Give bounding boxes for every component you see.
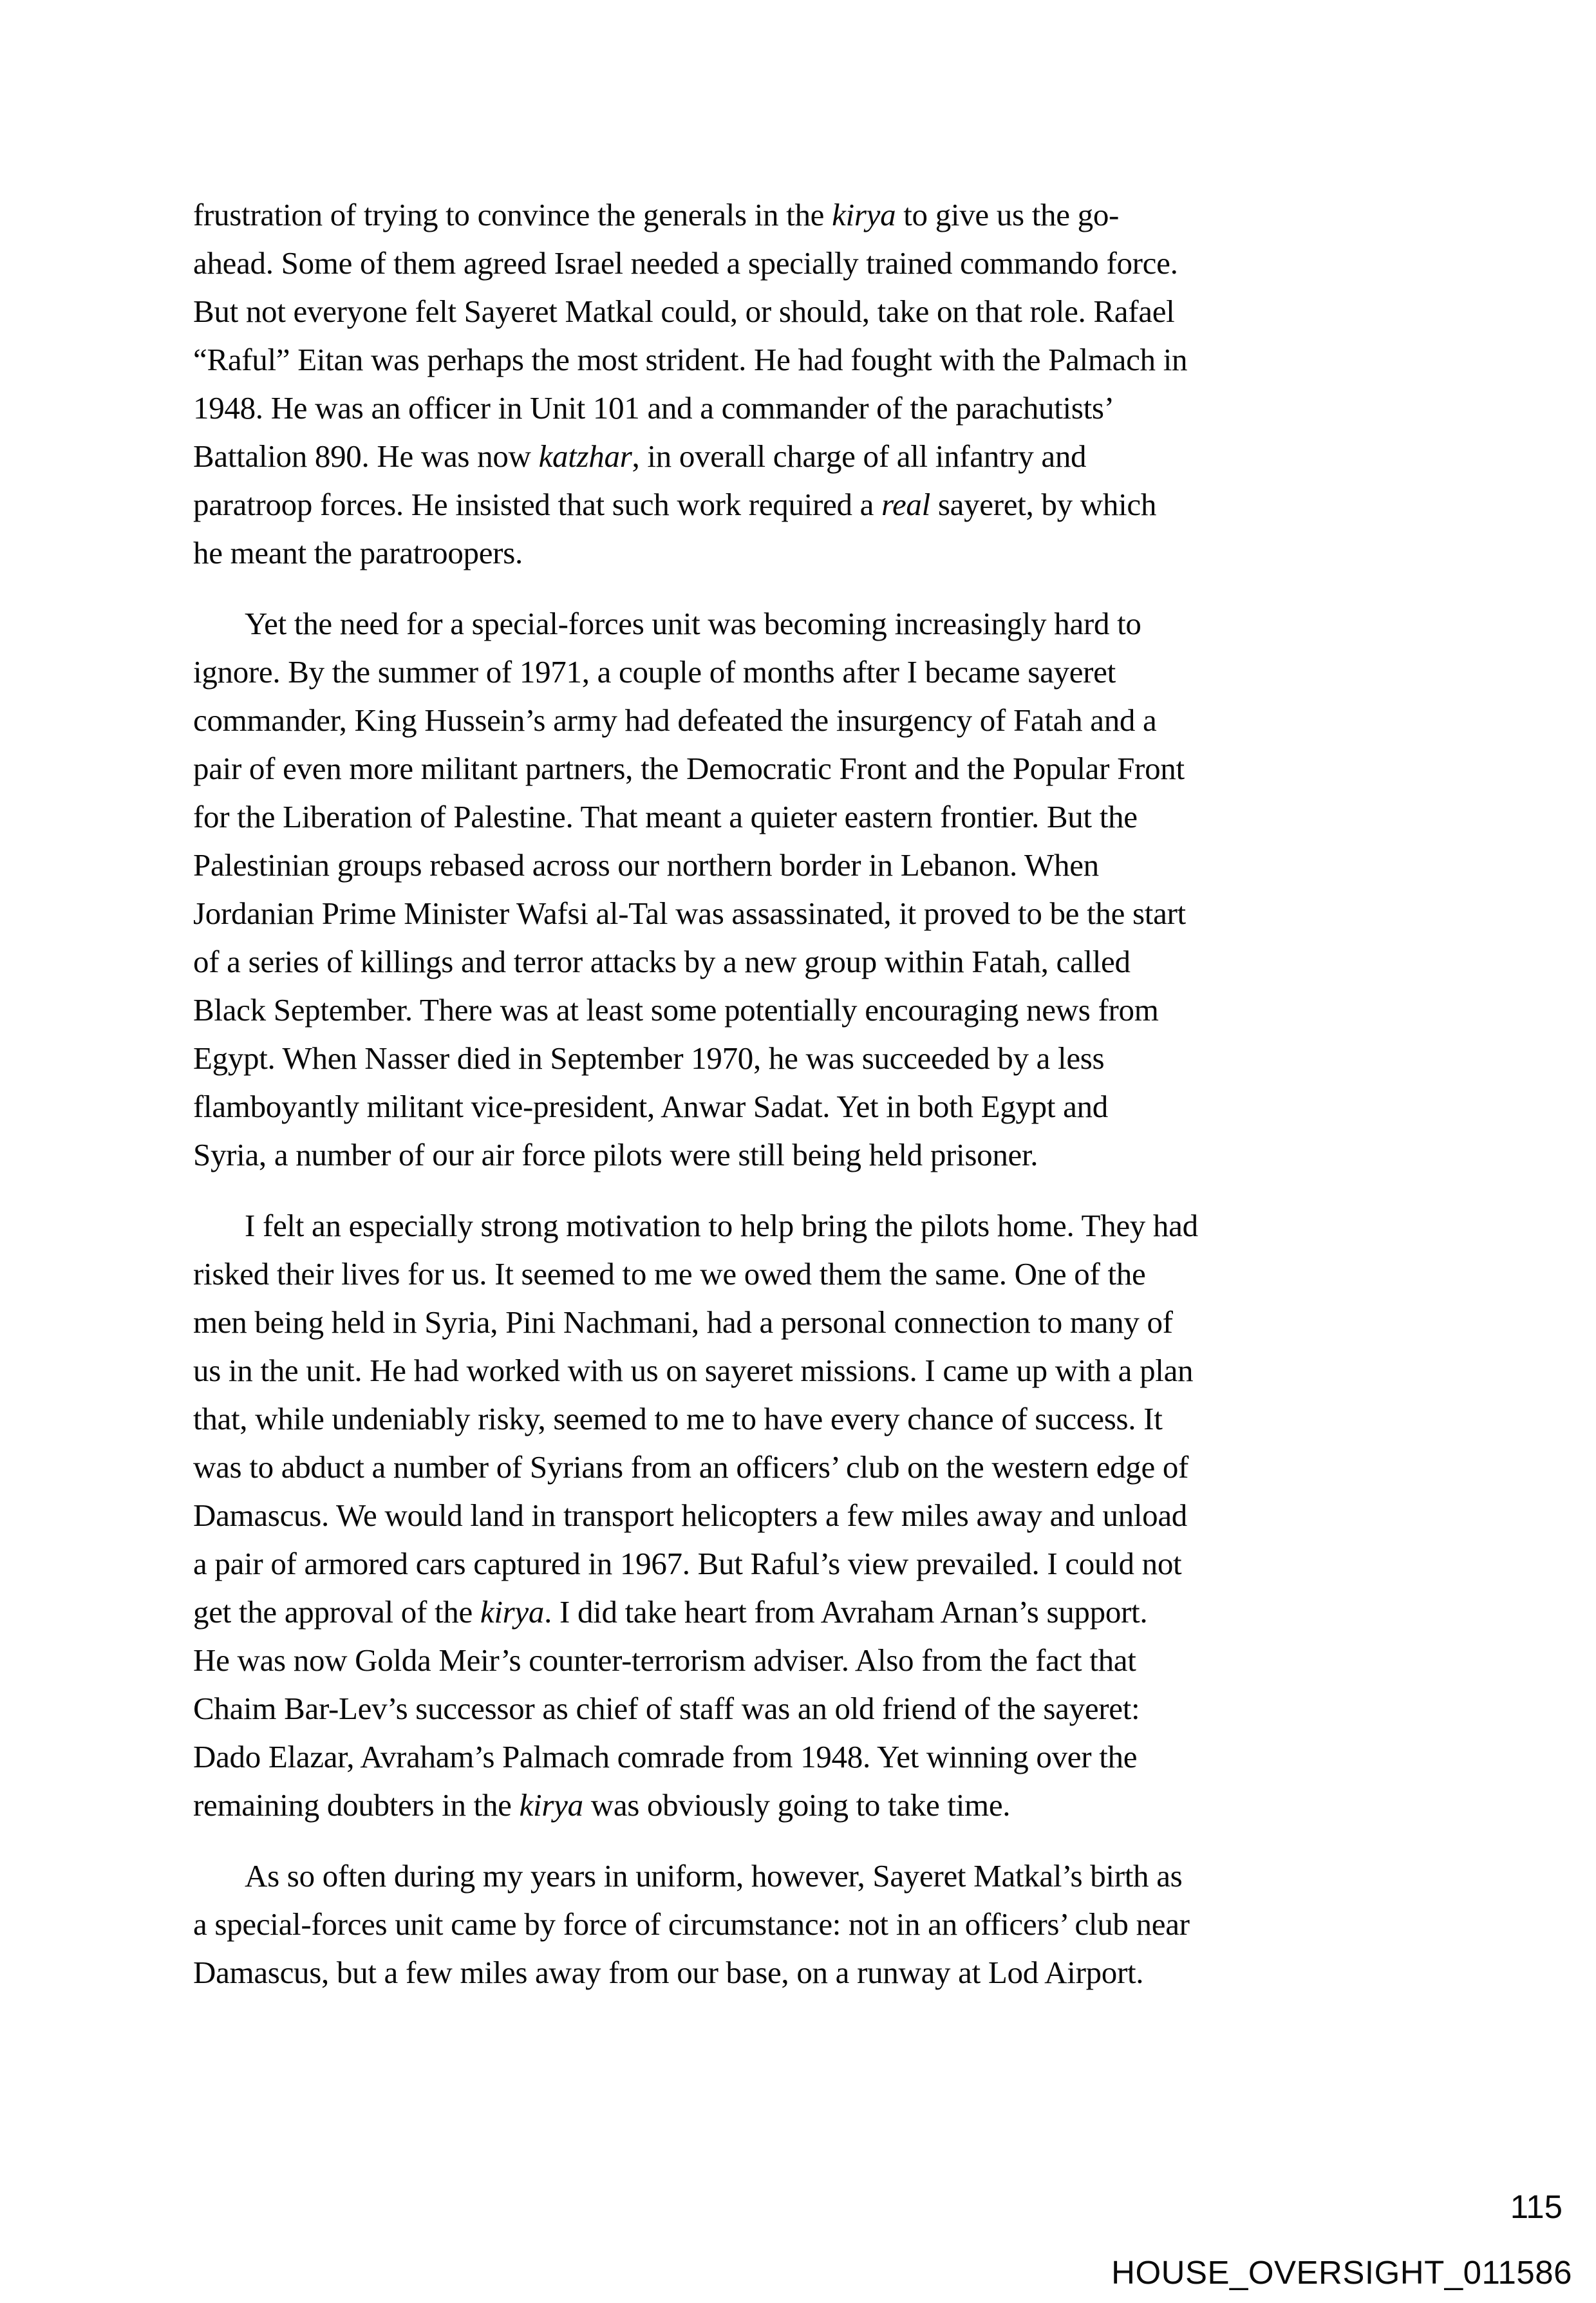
text-segment: Damascus. We would land in transport helicopters a few miles away and unload (193, 1498, 1188, 1533)
text-line (193, 889, 1427, 937)
text-segment: for the Liberation of Palestine. That meant a quieter eastern frontier. But the (193, 799, 1138, 834)
text-segment: , in overall charge of all infantry and (632, 438, 1087, 474)
text-segment: “Raful” Eitan was perhaps the most strident. He had fought with the Palmach in (193, 342, 1188, 377)
bates-stamp: HOUSE_OVERSIGHT_011586 (1111, 2254, 1572, 2291)
italic-text: kirya (519, 1787, 583, 1823)
text-line (193, 1636, 1427, 1684)
text-segment: ahead. Some of them agreed Israel needed a specially trained commando force. (193, 245, 1178, 281)
text-line (193, 529, 1427, 577)
text-segment: 1948. He was an officer in Unit 101 and a commander of the parachutists’ (193, 390, 1114, 426)
text-segment: He was now Golda Meir’s counter-terrorism adviser. Also from the fact that (193, 1642, 1136, 1678)
text-segment: frustration of trying to convince the generals in the (193, 197, 832, 232)
italic-text: kirya (832, 197, 896, 232)
text-line (193, 1346, 1427, 1395)
text-line (193, 793, 1427, 841)
text-line (193, 648, 1427, 696)
text-line (193, 1781, 1427, 1829)
paragraph (193, 191, 1427, 577)
text-segment: Syria, a number of our air force pilots were still being held prisoner. (193, 1137, 1038, 1172)
text-segment: Palestinian groups rebased across our northern border in Lebanon. When (193, 847, 1099, 883)
text-segment: Battalion 890. He was now (193, 438, 539, 474)
text-segment: he meant the paratroopers. (193, 535, 523, 570)
text-line (193, 937, 1427, 986)
text-segment: sayeret, by which (930, 487, 1157, 522)
italic-text: kirya (480, 1594, 545, 1630)
text-segment: risked their lives for us. It seemed to me we owed them the same. One of the (193, 1256, 1146, 1292)
text-line (193, 1201, 1427, 1250)
text-line (193, 1395, 1427, 1443)
text-line (193, 744, 1427, 793)
text-line (193, 599, 1427, 648)
text-line (193, 480, 1427, 529)
text-segment: ignore. By the summer of 1971, a couple of months after I became sayeret (193, 654, 1116, 690)
text-segment: a pair of armored cars captured in 1967. But Raful’s view prevailed. I could not (193, 1546, 1182, 1581)
text-segment: . I did take heart from Avraham Arnan’s support. (544, 1594, 1148, 1630)
paragraph (193, 1852, 1427, 1997)
paragraph (193, 1201, 1427, 1829)
text-line (193, 191, 1427, 239)
text-line (193, 239, 1427, 287)
text-segment: Dado Elazar, Avraham’s Palmach comrade from 1948. Yet winning over the (193, 1739, 1138, 1774)
text-segment: Chaim Bar-Lev’s successor as chief of staff was an old friend of the sayeret: (193, 1691, 1140, 1726)
text-line (193, 1131, 1427, 1179)
text-segment: get the approval of the (193, 1594, 480, 1630)
body-text (193, 191, 1427, 1997)
text-segment: Jordanian Prime Minister Wafsi al-Tal was assassinated, it proved to be the start (193, 896, 1186, 931)
text-line (193, 1491, 1427, 1539)
italic-text: katzhar (538, 438, 632, 474)
text-segment: Black September. There was at least some potentially encouraging news from (193, 992, 1159, 1028)
text-line (193, 841, 1427, 889)
text-line (193, 1443, 1427, 1491)
text-segment: was obviously going to take time. (583, 1787, 1011, 1823)
text-line (193, 986, 1427, 1034)
text-segment: us in the unit. He had worked with us on sayeret missions. I came up with a plan (193, 1353, 1194, 1388)
text-line (193, 432, 1427, 480)
text-segment: commander, King Hussein’s army had defeated the insurgency of Fatah and a (193, 702, 1157, 738)
text-line (193, 696, 1427, 744)
text-line (193, 1034, 1427, 1082)
text-segment: I felt an especially strong motivation to help bring the pilots home. They had (245, 1208, 1198, 1243)
text-line (193, 1588, 1427, 1636)
text-segment: pair of even more militant partners, the Democratic Front and the Popular Front (193, 751, 1185, 786)
text-line (193, 1082, 1427, 1131)
text-segment: that, while undeniably risky, seemed to me to have every chance of success. It (193, 1401, 1163, 1436)
text-segment: Yet the need for a special-forces unit was becoming increasingly hard to (245, 606, 1141, 641)
text-segment: of a series of killings and terror attacks by a new group within Fatah, called (193, 944, 1131, 979)
page-number: 115 (1510, 2188, 1563, 2225)
text-segment: Damascus, but a few miles away from our base, on a runway at Lod Airport. (193, 1955, 1144, 1990)
text-line (193, 335, 1427, 384)
text-segment: flamboyantly militant vice-president, Anwar Sadat. Yet in both Egypt and (193, 1089, 1108, 1124)
text-segment: men being held in Syria, Pini Nachmani, had a personal connection to many of (193, 1304, 1173, 1340)
paragraph (193, 599, 1427, 1179)
text-segment: to give us the go- (896, 197, 1120, 232)
text-segment: was to abduct a number of Syrians from an officers’ club on the western edge of (193, 1449, 1189, 1485)
text-line (193, 1900, 1427, 1948)
text-segment: But not everyone felt Sayeret Matkal could, or should, take on that role. Rafael (193, 294, 1175, 329)
text-segment: a special-forces unit came by force of circumstance: not in an officers’ club near (193, 1906, 1190, 1942)
text-line (193, 287, 1427, 335)
text-line (193, 1852, 1427, 1900)
text-line (193, 1684, 1427, 1733)
text-line (193, 1298, 1427, 1346)
text-segment: remaining doubters in the (193, 1787, 520, 1823)
text-line (193, 1539, 1427, 1588)
italic-text: real (881, 487, 930, 522)
text-segment: paratroop forces. He insisted that such work required a (193, 487, 882, 522)
text-segment: Egypt. When Nasser died in September 1970, he was succeeded by a less (193, 1040, 1105, 1076)
text-line (193, 1733, 1427, 1781)
text-line (193, 1948, 1427, 1997)
text-line (193, 384, 1427, 432)
text-segment: As so often during my years in uniform, however, Sayeret Matkal’s birth as (245, 1858, 1183, 1894)
text-line (193, 1250, 1427, 1298)
